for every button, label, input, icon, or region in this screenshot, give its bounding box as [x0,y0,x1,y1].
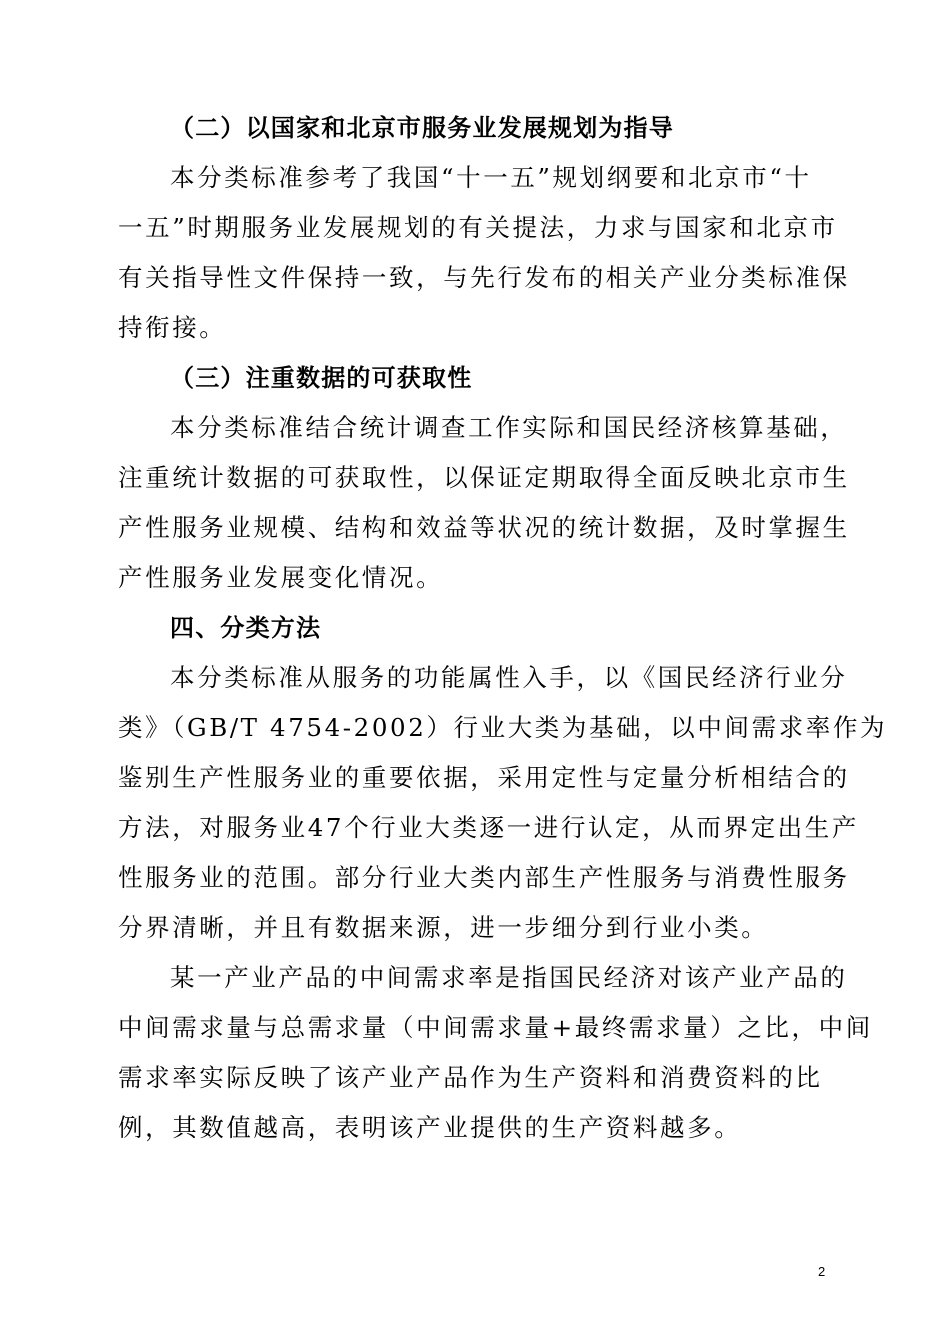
paragraph-line: 本分类标准从服务的功能属性入手，以《国民经济行业分 [170,663,848,692]
paragraph-line: 有关指导性文件保持一致，与先行发布的相关产业分类标准保 [118,263,850,292]
paragraph-line: 分界清晰，并且有数据来源，进一步细分到行业小类。 [118,913,769,942]
page-number: 2 [818,1264,826,1279]
paragraph-line: 本分类标准参考了我国“十一五”规划纲要和北京市“十 [170,163,812,192]
paragraph-line: 需求率实际反映了该产业产品作为生产资料和消费资料的比 [118,1063,823,1092]
paragraph-line: 本分类标准结合统计调查工作实际和国民经济核算基础， [170,413,848,442]
paragraph-line: 例，其数值越高，表明该产业提供的生产资料越多。 [118,1113,742,1142]
paragraph-line: 方法，对服务业47个行业大类逐一进行认定，从而界定出生产 [118,813,859,842]
section-heading-4: 四、分类方法 [170,614,322,642]
paragraph-line: 产性服务业发展变化情况。 [118,563,444,592]
paragraph-line: 中间需求量与总需求量（中间需求量+最终需求量）之比，中间 [118,1013,873,1042]
paragraph-line: 产性服务业规模、结构和效益等状况的统计数据，及时掌握生 [118,513,850,542]
paragraph-line: 类》（GB/T 4754-2002）行业大类为基础，以中间需求率作为 [118,713,888,742]
paragraph-line: 注重统计数据的可获取性，以保证定期取得全面反映北京市生 [118,463,850,492]
paragraph-line: 鉴别生产性服务业的重要依据，采用定性与定量分析相结合的 [118,763,850,792]
paragraph-line: 某一产业产品的中间需求率是指国民经济对该产业产品的 [170,963,848,992]
paragraph-line: 一五”时期服务业发展规划的有关提法，力求与国家和北京市 [118,213,838,242]
paragraph-line: 性服务业的范围。部分行业大类内部生产性服务与消费性服务 [118,863,850,892]
paragraph-line: 持衔接。 [118,313,227,342]
section-heading-3: （三）注重数据的可获取性 [170,364,473,392]
section-heading-2: （二）以国家和北京市服务业发展规划为指导 [170,114,674,142]
